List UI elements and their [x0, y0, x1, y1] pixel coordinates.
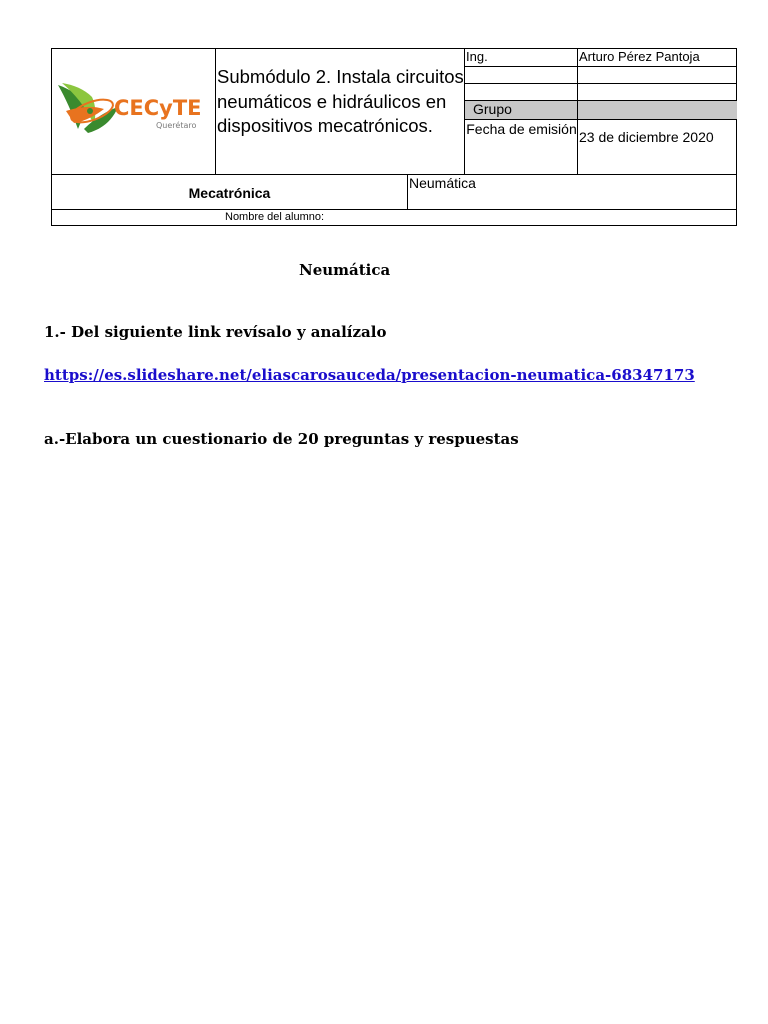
info-row-ing — [465, 49, 737, 67]
logo-subtitle-text: Querétaro — [156, 121, 197, 130]
instruction-a: a.-Elabora un cuestionario de 20 preguntas y respuestas — [44, 430, 519, 448]
student-row — [52, 209, 736, 226]
fecha-label: Fecha de emisión — [465, 120, 578, 174]
grupo-label: Grupo — [465, 101, 578, 119]
info-row-grupo — [465, 101, 737, 120]
subject-name: Mecatrónica — [52, 175, 408, 210]
fecha-value: 23 de diciembre 2020 — [579, 129, 714, 145]
document-title: Submódulo 2. Instala circuitos neumáticos e hidráulicos en dispositivos mecatrónicos. — [216, 49, 465, 174]
topic-name: Neumática — [409, 175, 476, 191]
logo-cell — [52, 49, 216, 174]
grupo-value — [578, 101, 737, 119]
instruction-1: 1.- Del siguiente link revísalo y analízalo — [44, 323, 387, 341]
header-table — [51, 48, 737, 226]
ing-value: Arturo Pérez Pantoja — [579, 49, 700, 64]
section-heading: Neumática — [299, 261, 391, 279]
logo-leaf-icon — [58, 83, 118, 133]
info-row-empty — [465, 67, 737, 84]
info-row-empty — [465, 84, 737, 101]
student-name-label: Nombre del alumno: — [225, 211, 325, 223]
slideshare-link[interactable]: https://es.slideshare.net/eliascarosauceda/presentacion-neumatica-68347173 — [44, 366, 695, 384]
subject-row — [52, 174, 736, 210]
info-grid — [465, 49, 737, 174]
info-row-fecha — [465, 120, 737, 174]
cecyte-logo — [52, 49, 216, 174]
ing-label: Ing. — [465, 49, 578, 66]
logo-brand-text: CECyTE — [114, 96, 202, 120]
